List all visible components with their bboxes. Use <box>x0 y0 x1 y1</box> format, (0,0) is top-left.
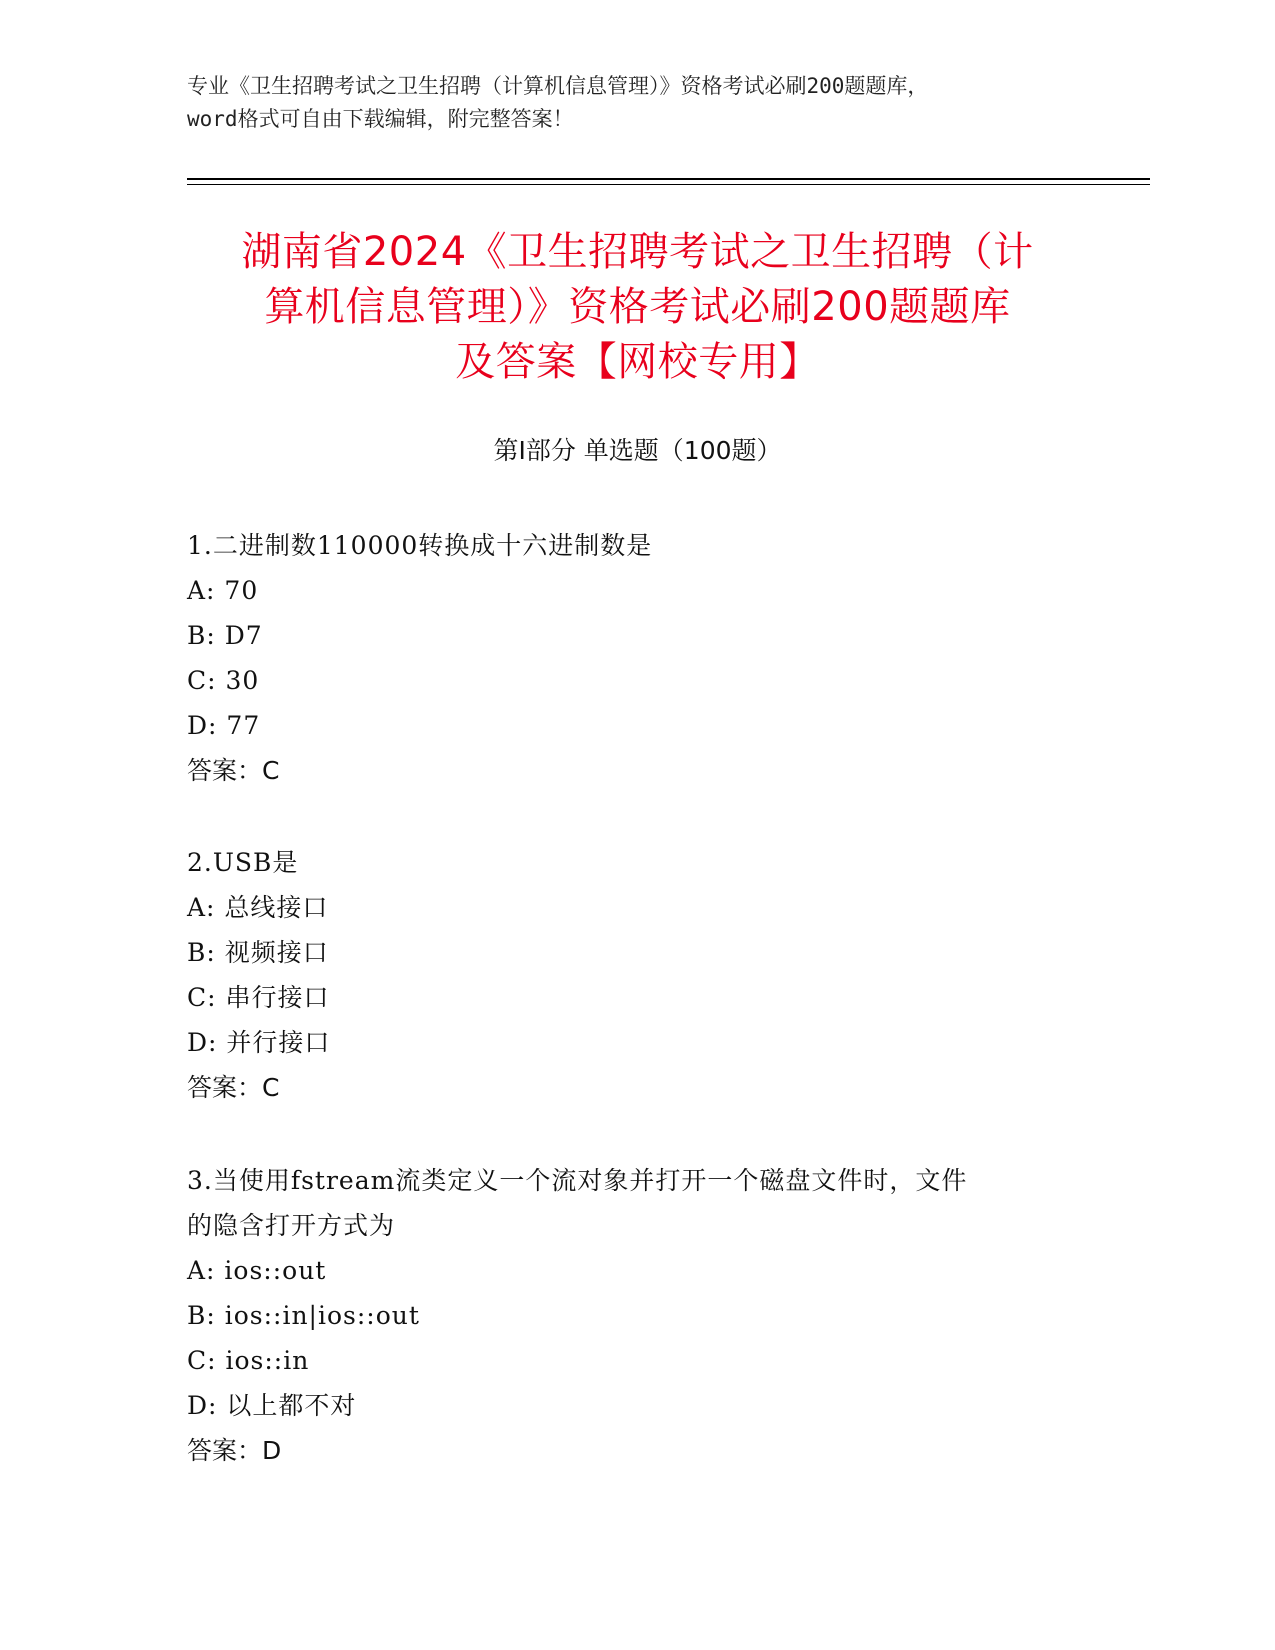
option-b: B: 视频接口 <box>187 938 329 967</box>
option-d: D: 以上都不对 <box>187 1391 357 1420</box>
header-note <box>187 70 1087 136</box>
option-a: A: 70 <box>187 576 259 605</box>
option-b: B: ios::in|ios::out <box>187 1301 420 1330</box>
option-d: D: 并行接口 <box>187 1028 331 1057</box>
question-stem: 3.当使用fstream流类定义一个流对象并打开一个磁盘文件时，文件 <box>187 1166 968 1195</box>
answer: 答案：C <box>187 1073 280 1102</box>
document-title <box>180 225 1095 390</box>
option-c: C: 串行接口 <box>187 983 330 1012</box>
option-c: C: 30 <box>187 666 260 695</box>
option-c: C: ios::in <box>187 1346 310 1375</box>
header-rule-thick <box>187 178 1150 180</box>
answer: 答案：D <box>187 1436 282 1465</box>
header-line-1: 专业《卫生招聘考试之卫生招聘（计算机信息管理）》资格考试必刷200题题库， <box>187 74 929 98</box>
answer: 答案：C <box>187 756 280 785</box>
header-line-2: word格式可自由下载编辑，附完整答案！ <box>187 107 574 131</box>
title-line-3: 及答案【网校专用】 <box>455 339 820 385</box>
option-b: B: D7 <box>187 621 263 650</box>
section-title: 第Ⅰ部分 单选题（100题） <box>493 436 782 465</box>
header-rule-thin <box>187 184 1150 185</box>
option-a: A: ios::out <box>187 1256 327 1285</box>
title-line-1: 湖南省2024《卫生招聘考试之卫生招聘（计 <box>241 229 1034 275</box>
option-a: A: 总线接口 <box>187 893 329 922</box>
question-2 <box>187 840 1087 1110</box>
option-d: D: 77 <box>187 711 261 740</box>
question-stem: 2.USB是 <box>187 848 299 877</box>
question-1 <box>187 523 1087 793</box>
question-stem: 1.二进制数110000转换成十六进制数是 <box>187 531 653 560</box>
title-line-2: 算机信息管理）》资格考试必刷200题题库 <box>264 284 1011 330</box>
question-stem-continued: 的隐含打开方式为 <box>187 1211 396 1240</box>
question-3 <box>187 1158 1087 1473</box>
